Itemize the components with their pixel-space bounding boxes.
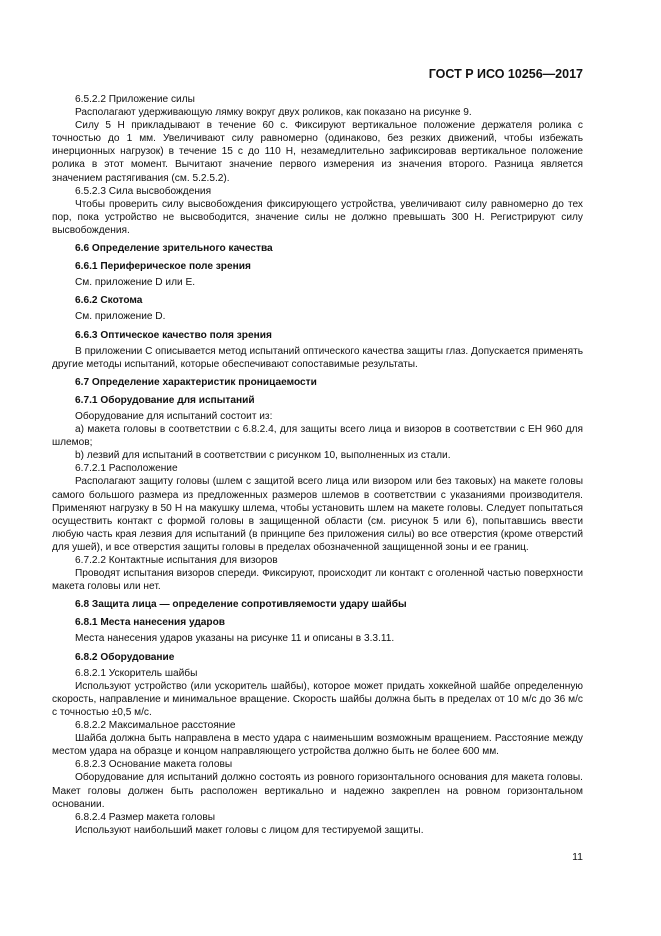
section-heading: 6.8.1 Места нанесения ударов (75, 617, 226, 629)
document-body (52, 93, 583, 837)
paragraph: Чтобы проверить силу высвобождения фиксирующего устройства, увеличивают силу равномерно до тех пор, пока устройство не высвободится, значение силы не должно превышать 300 Н. Регистрируют силу высвобождения. (52, 198, 583, 236)
list-item: a) макета головы в соответствии с 6.8.2.4, для защиты всего лица и визоров в соответствии с EH 960 для шлемов; (52, 424, 583, 449)
paragraph: Используют наибольший макет головы с лицом для тестируемой защиты. (75, 824, 424, 836)
paragraph: Располагают удерживающую лямку вокруг двух роликов, как показано на рисунке 9. (75, 107, 472, 119)
subsection-title: 6.8.2.4 Размер макета головы (75, 811, 215, 823)
paragraph: См. приложение D. (75, 311, 166, 323)
section-heading: 6.7.1 Оборудование для испытаний (75, 394, 255, 406)
subsection-title: 6.7.2.1 Расположение (75, 463, 178, 475)
paragraph: Оборудование для испытаний состоит из: (75, 410, 273, 422)
subsection-title: 6.8.2.2 Максимальное расстояние (75, 720, 236, 732)
paragraph: Используют устройство (или ускоритель шайбы), которое может придать хоккейной шайбе определенную скорость, направление и минимальное вращение. Скорость шайбы должна быть в пределах от 10 м/с до 36 м/с с точностью ±0,5 м/с. (52, 680, 583, 718)
list-item: b) лезвий для испытаний в соответствии с рисунком 10, выполненных из стали. (75, 450, 451, 462)
document-header: ГОСТ Р ИСО 10256—2017 (428, 67, 583, 81)
paragraph: Располагают защиту головы (шлем с защитой всего лица или визором или без таковых) на макете головы самого большого размера из предложенных размеров шлемов в соответствии с указаниями производителя. Применяют нагрузку в 50 Н на макушку шлема, чтобы установить шлем на макете головы. Следует попытаться осуществить контакт с формой головы в защищенной области (см. рисунок 5 или 6), попытавшись ввести любую часть края лезвия для испытаний (в принципе без приложения силы) во все отверстия (кроме отверстий для ушей), и все отверстия защиты головы в пределах обозначенной защищенной зоны и ее границ. (52, 476, 583, 553)
subsection-title: 6.5.2.2 Приложение силы (75, 94, 195, 105)
subsection-title: 6.8.2.1 Ускоритель шайбы (75, 667, 198, 679)
subsection-title: 6.8.2.3 Основание макета головы (75, 759, 233, 771)
section-heading: 6.7 Определение характеристик проницаемости (75, 376, 317, 388)
paragraph: См. приложение D или E. (75, 277, 196, 289)
subsection-title: 6.7.2.2 Контактные испытания для визоров (75, 555, 278, 566)
subsection-title: 6.5.2.3 Сила высвобождения (75, 185, 212, 197)
section-heading: 6.6.3 Оптическое качество поля зрения (75, 329, 272, 341)
section-heading: 6.8 Защита лица — определение сопротивляемости удару шайбы (75, 599, 407, 611)
section-heading: 6.6.2 Скотома (75, 295, 143, 307)
paragraph: Силу 5 Н прикладывают в течение 60 с. Фиксируют вертикальное положение держателя ролика с точностью до 1 мм. Увеличивают силу равномерно (одинаково, без резких движений, чтобы избежать инерционных нагрузок) в течение 15 с до 110 Н, незамедлительно зафиксировав вертикальное положение ролика в этот момент. Вычитают значение первого измерения из значения второго. Разница является значением растягивания (см. 5.2.5.2). (52, 120, 583, 184)
page-number: 11 (572, 851, 583, 863)
section-heading: 6.6 Определение зрительного качества (75, 243, 273, 255)
paragraph: Места нанесения ударов указаны на рисунке 11 и описаны в 3.3.11. (75, 633, 395, 645)
section-heading: 6.8.2 Оборудование (75, 651, 175, 663)
paragraph: В приложении C описывается метод испытаний оптического качества защиты глаз. Допускается применять другие методы испытаний, которые обеспечивают сопоставимые результаты. (52, 345, 583, 370)
paragraph: Проводят испытания визоров спереди. Фиксируют, происходит ли контакт с оголенной частью поверхности макета головы или нет. (52, 568, 583, 593)
paragraph: Шайба должна быть направлена в место удара с наименьшим возможным вращением. Расстояние между местом удара на образце и концом направляющего устройства должно быть не более 600 мм. (52, 733, 583, 758)
section-heading: 6.6.1 Периферическое поле зрения (75, 261, 251, 273)
paragraph: Оборудование для испытаний должно состоять из ровного горизонтального основания для макета головы. Макет головы должен быть расположен вертикально и надежно закреплен на ровном горизонтальном основании. (52, 772, 583, 810)
